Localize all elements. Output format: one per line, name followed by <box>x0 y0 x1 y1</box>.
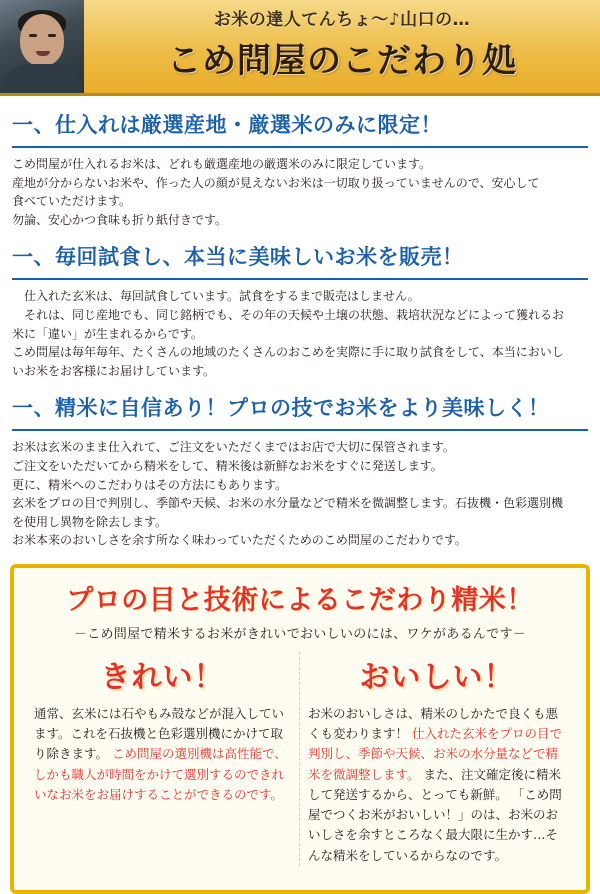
section-3-line-3: 更に、精米へのこだわりはその方法にもあります。 <box>12 477 288 492</box>
promo-column-clean <box>26 652 300 866</box>
section-2-title: 一、毎回試食し、本当に美味しいお米を販売！ <box>12 245 464 270</box>
section-1-line-4: 勿論、安心かつ食味も折り紙付きです。 <box>12 212 228 227</box>
section-3-body <box>0 438 600 550</box>
section-1 <box>0 109 600 139</box>
header-text-block <box>88 0 596 93</box>
promo-left-paragraph-1: 通常、玄米には石やもみ殻などが混入しています。これを石抜機と色彩選別機にかけて取り除きます。 <box>34 705 285 762</box>
section-2-line-4: こめ問屋は毎年毎年、たくさんの地域のたくさんのおこめを実際に手に取り試食をして、本当においし <box>12 345 564 360</box>
section-2-body <box>0 287 600 380</box>
header-subtitle: お米の達人てんちょ～♪山口の… <box>213 10 471 30</box>
section-2-line-3: 米に「違い」が生まれるからです。 <box>12 326 203 341</box>
section-2-line-1: 仕入れた玄米は、毎回試食しています。試食をするまで販売はしません。 <box>24 289 420 304</box>
section-1-rule <box>12 146 588 148</box>
promo-right-paragraph-1: お米のおいしさは、精米のしかたで良くも悪くも変わります！ <box>308 705 559 742</box>
header-banner <box>0 0 600 96</box>
promo-right-heading: おいしい！ <box>359 659 515 695</box>
section-1-line-1: こめ問屋が仕入れるお米は、どれも厳選産地の厳選米のみに限定しています。 <box>12 157 432 171</box>
section-1-line-2: 産地が分からないお米や、作った人の顔が見えないお米は一切取り扱っていませんので、安心して <box>12 175 540 190</box>
section-1-line-3: 食べていただけます。 <box>12 194 132 209</box>
section-3-rule <box>12 429 588 431</box>
promo-left-heading: きれい！ <box>100 659 225 695</box>
promo-right-paragraph-4: 「こめ問屋でつくお米がおいしい！」のは、お米のおいしさを余すところなく最大限に生かす…そんな精米をしているからなのです。 <box>308 786 562 863</box>
section-3-line-2: ご注文をいただいてから精米をして、精米後は新鮮なお米をすぐに発送します。 <box>12 458 443 473</box>
promo-right-body <box>308 704 566 866</box>
section-2-line-5: いお米をお客様にお届けしています。 <box>12 363 216 378</box>
section-3-title: 一、精米に自信あり！プロの技でお米をより美味しく！ <box>12 396 550 421</box>
photo-body <box>2 64 82 93</box>
promo-left-paragraph-2: こめ問屋の選別機は高性能で、しかも職人が時間をかけて選別するのできれいなお米をお届けすることができるのです。 <box>34 746 287 802</box>
header-title: こめ問屋のこだわり処 <box>167 41 517 81</box>
store-owner-photo <box>0 0 84 93</box>
section-3-line-1: お米は玄米のまま仕入れて、ご注文をいただくまではお店で大切に保管されます。 <box>12 440 455 455</box>
section-2 <box>0 241 600 271</box>
promo-title: プロの目と技術によるこだわり精米！ <box>66 584 534 616</box>
photo-eye-right <box>48 34 56 37</box>
section-3 <box>0 392 600 422</box>
promo-box <box>10 564 590 894</box>
section-2-rule <box>12 278 588 280</box>
promo-left-body <box>34 704 291 805</box>
promo-column-tasty <box>300 652 574 866</box>
promo-columns <box>26 652 574 866</box>
section-3-line-4: 玄米をプロの目で判別し、季節や天候、お米の水分量などで精米を微調整します。石抜機・色彩選別機 <box>12 496 564 511</box>
promo-right-paragraph-2: 仕入れた玄米をプロの目で判別し、季節や天候、お米の水分量などで精米を微調整します。 <box>308 726 563 782</box>
photo-eye-left <box>29 34 37 37</box>
photo-face <box>20 14 64 66</box>
section-3-line-6: お米本来のおいしさを余す所なく味わっていただくためのこめ問屋のこだわりです。 <box>12 533 467 548</box>
section-3-line-5: を使用し異物を除去します。 <box>12 514 168 529</box>
section-1-title: 一、仕入れは厳選産地・厳選米のみに限定！ <box>12 113 442 137</box>
section-1-body <box>0 155 600 229</box>
promo-subtitle: －こめ問屋で精米するお米がきれいでおいしいのには、ワケがあるんです－ <box>73 626 527 642</box>
section-2-line-2: それは、同じ産地でも、同じ銘柄でも、その年の天候や土壌の状態、栽培状況などによって獲れるお <box>24 307 565 322</box>
promo-right-paragraph-3: また、注文確定後に精米して発送するから、とっても新鮮。 <box>308 766 562 802</box>
